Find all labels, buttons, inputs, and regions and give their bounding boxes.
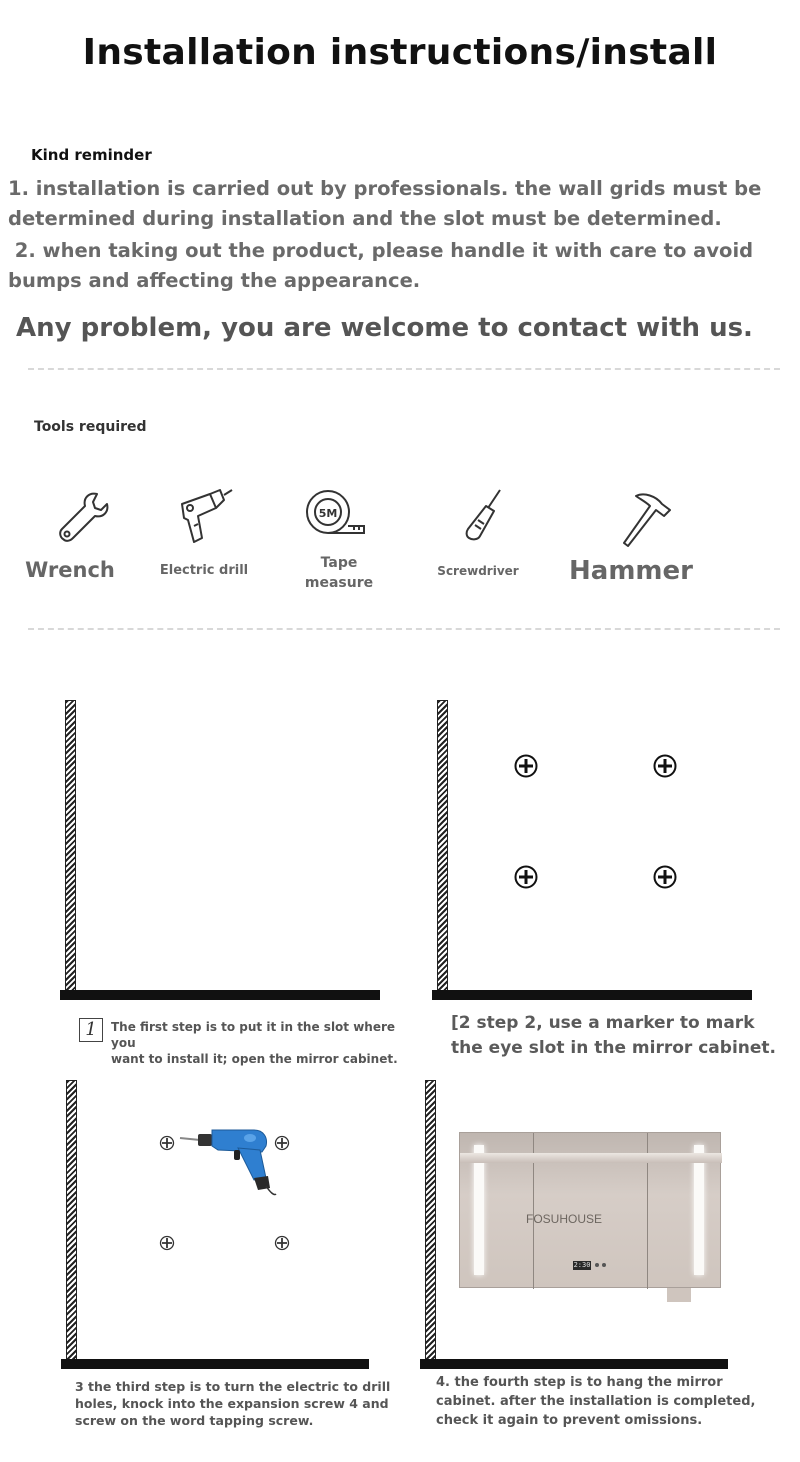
step1-caption-line1: The first step is to put it in the slot where you	[111, 1020, 396, 1050]
reminder-heading: Kind reminder	[31, 146, 152, 164]
tape-measure-icon	[304, 486, 370, 548]
tool-label-tape-measure	[289, 553, 389, 593]
step3-mark-top-left	[159, 1135, 175, 1151]
step4-caption	[436, 1373, 776, 1430]
step2-mark-bottom-right	[653, 865, 677, 889]
step2-caption	[451, 1011, 781, 1061]
step1-caption-line2: want to install it; open the mirror cabinet.	[111, 1052, 398, 1066]
divider-bottom	[28, 628, 780, 630]
electric-drill-icon	[176, 486, 236, 548]
tool-label-tape-line2: measure	[304, 575, 374, 591]
tool-label-hammer: Hammer	[569, 556, 693, 586]
reminder-line-1: 1. installation is carried out by professionals. the wall grids must be	[8, 177, 762, 200]
step2-caption-line2: the eye slot in the mirror cabinet.	[451, 1038, 776, 1058]
step4-caption-line2: cabinet. after the installation is completed,	[436, 1394, 756, 1409]
mirror-touch-button-2	[602, 1263, 606, 1267]
screwdriver-icon	[456, 486, 516, 548]
step2-mark-bottom-left	[514, 865, 538, 889]
step1-number-box: 1	[79, 1018, 103, 1042]
tool-label-electric-drill: Electric drill	[159, 563, 249, 578]
mirror-brand: FOSUHOUSE	[526, 1212, 603, 1226]
step2-wall	[437, 700, 448, 992]
tool-label-screwdriver: Screwdriver	[437, 564, 519, 578]
reminder-line-3: 2. when taking out the product, please handle it with care to avoid	[8, 239, 754, 262]
hammer-icon	[616, 488, 676, 550]
tools-heading: Tools required	[34, 419, 147, 435]
tool-label-tape-line1: Tape	[320, 555, 358, 571]
step2-floor	[432, 990, 752, 1000]
tool-label-wrench: Wrench	[25, 558, 115, 582]
step3-caption-line3: screw on the word tapping screw.	[75, 1413, 314, 1428]
mirror-ceiling-light	[460, 1153, 722, 1163]
mirror-clock-display: 2:30	[573, 1261, 591, 1269]
reminder-line-2: determined during installation and the slot must be determined.	[8, 207, 722, 230]
reminder-line-4: bumps and affecting the appearance.	[8, 269, 421, 292]
mirror-light-right	[694, 1145, 704, 1275]
step3-caption-line2: holes, knock into the expansion screw 4 and	[75, 1396, 389, 1411]
step3-caption	[75, 1378, 395, 1429]
mirror-shadow-tab	[667, 1288, 691, 1302]
wrench-icon	[52, 488, 112, 550]
step4-floor	[420, 1359, 728, 1369]
step3-caption-line1: 3 the third step is to turn the electric to drill	[75, 1379, 391, 1394]
step4-caption-line3: check it again to prevent omissions.	[436, 1413, 703, 1428]
step3-wall	[66, 1080, 77, 1362]
mirror-light-left	[474, 1145, 484, 1275]
step2-mark-top-right	[653, 754, 677, 778]
divider-top	[28, 368, 780, 370]
step3-floor	[61, 1359, 369, 1369]
step3-drill-illustration	[178, 1126, 278, 1200]
step1-wall	[65, 700, 76, 992]
page-title: Installation instructions/install	[82, 32, 718, 73]
tape-measure-icon-text: 5M	[318, 507, 338, 520]
step3-mark-bottom-right	[274, 1235, 290, 1251]
step3-mark-bottom-left	[159, 1235, 175, 1251]
mirror-touch-button-1	[595, 1263, 599, 1267]
mirror-cabinet	[459, 1132, 721, 1288]
step2-caption-line1: [2 step 2, use a marker to mark	[451, 1013, 755, 1033]
step1-caption	[111, 1019, 401, 1067]
step4-caption-line1: 4. the fourth step is to hang the mirror	[436, 1375, 723, 1390]
contact-message: Any problem, you are welcome to contact with us.	[16, 313, 753, 343]
step2-mark-top-left	[514, 754, 538, 778]
step4-wall	[425, 1080, 436, 1362]
step1-floor	[60, 990, 380, 1000]
